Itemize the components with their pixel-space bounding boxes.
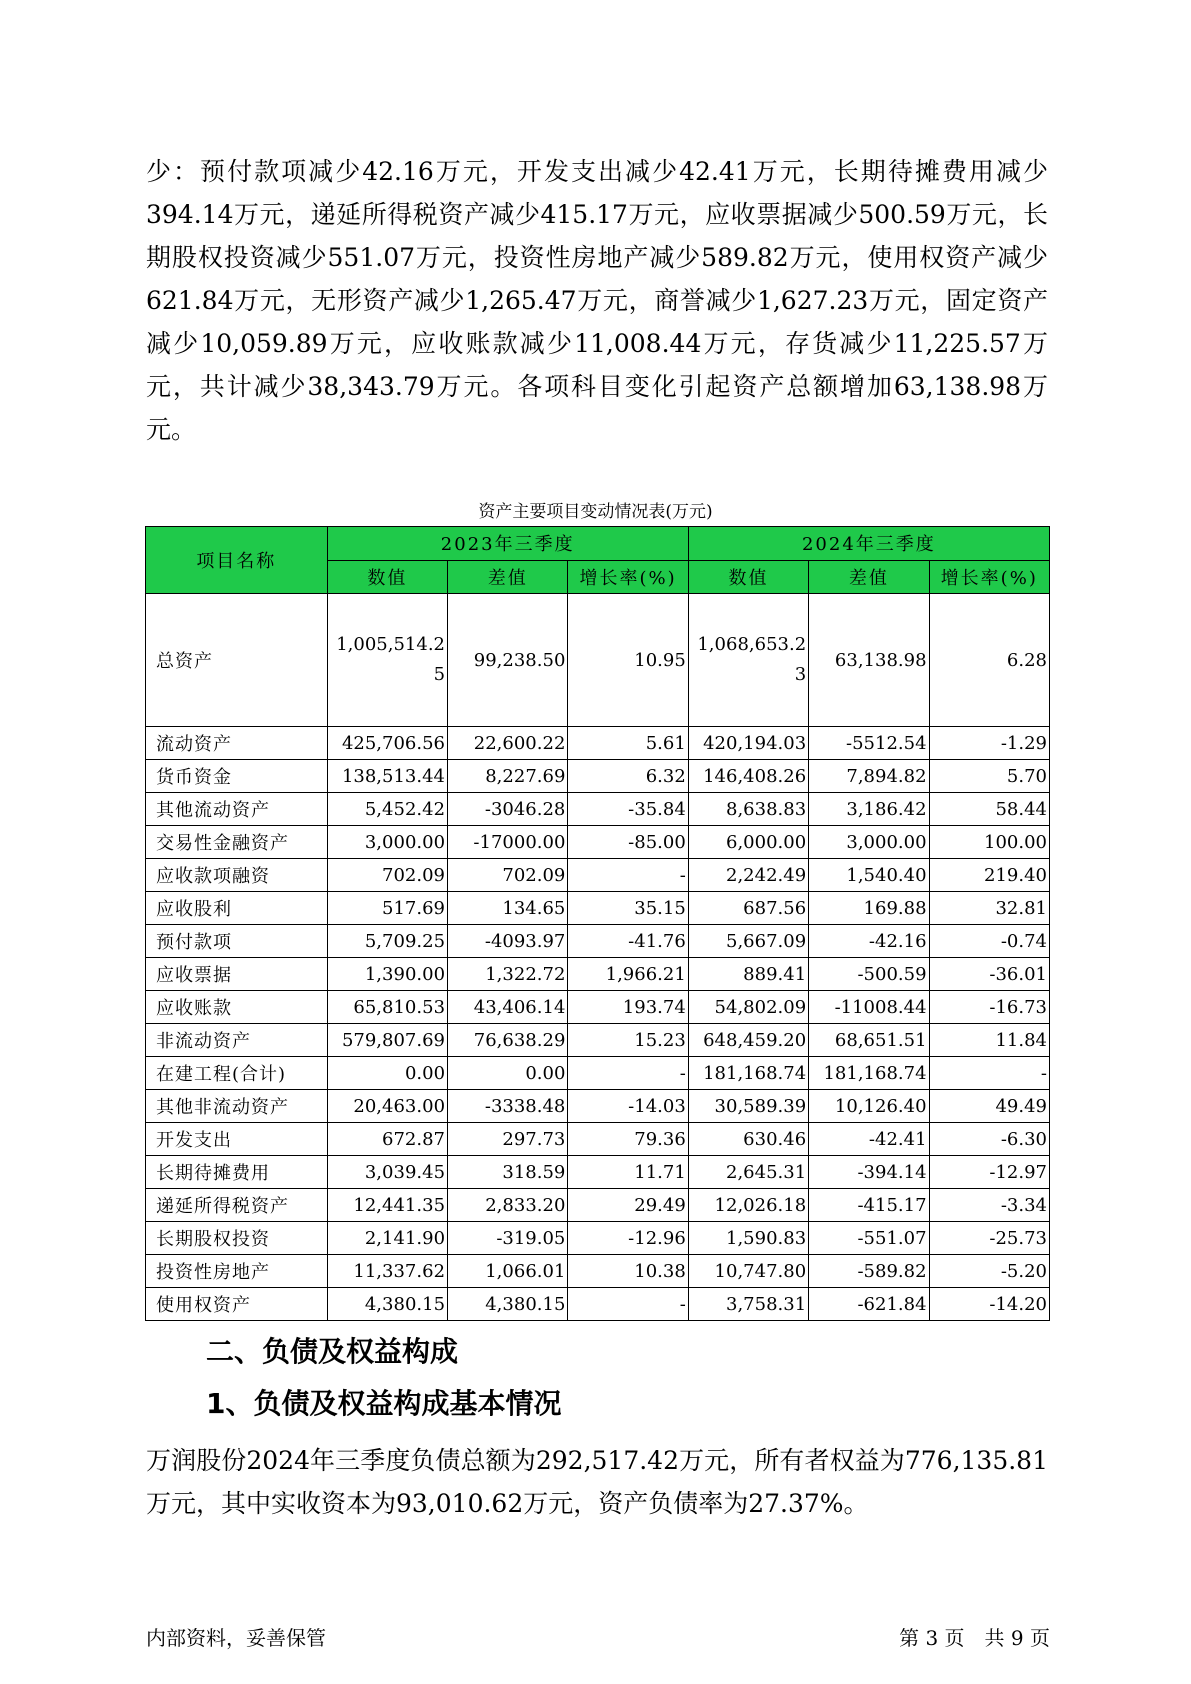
cell-rate-2024: 58.44 [929, 793, 1049, 826]
cell-value-2023: 1,390.00 [327, 958, 447, 991]
table-row [146, 1024, 1050, 1057]
cell-diff-2023: -319.05 [448, 1222, 568, 1255]
cell-rate-2024: -36.01 [929, 958, 1049, 991]
cell-rate-2024: 5.70 [929, 760, 1049, 793]
cell-diff-2023: 99,238.50 [448, 594, 568, 727]
table-row [146, 1123, 1050, 1156]
table-row [146, 727, 1050, 760]
cell-rate-2023: 5.61 [568, 727, 688, 760]
cell-diff-2024: -415.17 [809, 1189, 929, 1222]
footer-note: 内部资料，妥善保管 [146, 1626, 326, 1650]
cell-diff-2024: 3,000.00 [809, 826, 929, 859]
cell-value-2024: 687.56 [688, 892, 808, 925]
cell-value-2023: 5,709.25 [327, 925, 447, 958]
header-rate-2024: 增长率(%) [929, 560, 1049, 594]
header-item-name: 项目名称 [146, 527, 328, 594]
cell-value-2024: 1,068,653.23 [688, 594, 808, 727]
table-row [146, 991, 1050, 1024]
cell-value-2023: 672.87 [327, 1123, 447, 1156]
table-row [146, 1057, 1050, 1090]
cell-diff-2023: -17000.00 [448, 826, 568, 859]
cell-value-2024: 2,242.49 [688, 859, 808, 892]
cell-diff-2024: -42.16 [809, 925, 929, 958]
cell-value-2023: 5,452.42 [327, 793, 447, 826]
cell-diff-2023: 22,600.22 [448, 727, 568, 760]
cell-item-name: 应收账款 [146, 991, 328, 1024]
cell-value-2023: 65,810.53 [327, 991, 447, 1024]
cell-value-2023: 2,141.90 [327, 1222, 447, 1255]
cell-diff-2023: 134.65 [448, 892, 568, 925]
table-row [146, 1255, 1050, 1288]
cell-item-name: 应收票据 [146, 958, 328, 991]
cell-diff-2023: 318.59 [448, 1156, 568, 1189]
cell-value-2024: 420,194.03 [688, 727, 808, 760]
cell-item-name: 非流动资产 [146, 1024, 328, 1057]
page-number: 第 3 页 共 9 页 [899, 1626, 1050, 1650]
cell-rate-2023: 35.15 [568, 892, 688, 925]
cell-item-name: 长期待摊费用 [146, 1156, 328, 1189]
cell-item-name: 预付款项 [146, 925, 328, 958]
cell-value-2024: 6,000.00 [688, 826, 808, 859]
header-diff-2024: 差值 [809, 560, 929, 594]
cell-diff-2024: -621.84 [809, 1288, 929, 1321]
cell-value-2023: 4,380.15 [327, 1288, 447, 1321]
cell-diff-2023: 1,322.72 [448, 958, 568, 991]
header-period-2023: 2023年三季度 [327, 527, 688, 561]
section-heading: 二、负债及权益构成 [206, 1335, 459, 1368]
cell-diff-2023: 297.73 [448, 1123, 568, 1156]
table-caption: 资产主要项目变动情况表(万元) [478, 502, 713, 522]
cell-diff-2024: 181,168.74 [809, 1057, 929, 1090]
cell-rate-2024: -25.73 [929, 1222, 1049, 1255]
cell-rate-2024: 11.84 [929, 1024, 1049, 1057]
cell-diff-2023: -3338.48 [448, 1090, 568, 1123]
table-row [146, 958, 1050, 991]
cell-rate-2024: -1.29 [929, 727, 1049, 760]
cell-value-2023: 425,706.56 [327, 727, 447, 760]
cell-value-2024: 889.41 [688, 958, 808, 991]
liability-paragraph: 万润股份2024年三季度负债总额为292,517.42万元，所有者权益为776,135.81万元，其中实收资本为93,010.62万元，资产负债率为27.37%。 [146, 1446, 1048, 1518]
cell-diff-2024: 3,186.42 [809, 793, 929, 826]
table-row [146, 826, 1050, 859]
cell-value-2023: 1,005,514.25 [327, 594, 447, 727]
table-row [146, 925, 1050, 958]
cell-diff-2024: 7,894.82 [809, 760, 929, 793]
cell-rate-2023: - [568, 859, 688, 892]
cell-value-2023: 517.69 [327, 892, 447, 925]
cell-value-2024: 2,645.31 [688, 1156, 808, 1189]
cell-rate-2023: -41.76 [568, 925, 688, 958]
cell-rate-2023: -35.84 [568, 793, 688, 826]
cell-rate-2024: 100.00 [929, 826, 1049, 859]
cell-item-name: 递延所得税资产 [146, 1189, 328, 1222]
cell-diff-2024: -5512.54 [809, 727, 929, 760]
cell-rate-2023: 79.36 [568, 1123, 688, 1156]
cell-item-name: 使用权资产 [146, 1288, 328, 1321]
cell-rate-2024: 32.81 [929, 892, 1049, 925]
cell-rate-2023: -12.96 [568, 1222, 688, 1255]
table-row [146, 859, 1050, 892]
cell-item-name: 流动资产 [146, 727, 328, 760]
cell-rate-2023: 10.38 [568, 1255, 688, 1288]
cell-rate-2023: 6.32 [568, 760, 688, 793]
cell-value-2024: 3,758.31 [688, 1288, 808, 1321]
cell-value-2024: 30,589.39 [688, 1090, 808, 1123]
cell-item-name: 其他流动资产 [146, 793, 328, 826]
cell-rate-2023: - [568, 1057, 688, 1090]
table-row [146, 1222, 1050, 1255]
cell-rate-2024: -3.34 [929, 1189, 1049, 1222]
cell-diff-2024: -589.82 [809, 1255, 929, 1288]
cell-rate-2024: -5.20 [929, 1255, 1049, 1288]
cell-diff-2024: 63,138.98 [809, 594, 929, 727]
cell-item-name: 其他非流动资产 [146, 1090, 328, 1123]
header-value-2023: 数值 [327, 560, 447, 594]
cell-item-name: 在建工程(合计) [146, 1057, 328, 1090]
cell-diff-2024: 68,651.51 [809, 1024, 929, 1057]
cell-value-2023: 20,463.00 [327, 1090, 447, 1123]
table-row [146, 892, 1050, 925]
cell-rate-2024: -6.30 [929, 1123, 1049, 1156]
header-diff-2023: 差值 [448, 560, 568, 594]
cell-rate-2023: - [568, 1288, 688, 1321]
cell-diff-2023: -3046.28 [448, 793, 568, 826]
cell-value-2023: 3,039.45 [327, 1156, 447, 1189]
cell-value-2024: 12,026.18 [688, 1189, 808, 1222]
cell-rate-2024: - [929, 1057, 1049, 1090]
cell-rate-2023: 29.49 [568, 1189, 688, 1222]
cell-value-2024: 630.46 [688, 1123, 808, 1156]
cell-diff-2024: -394.14 [809, 1156, 929, 1189]
cell-value-2024: 648,459.20 [688, 1024, 808, 1057]
cell-rate-2024: 49.49 [929, 1090, 1049, 1123]
subsection-heading: 1、负债及权益构成基本情况 [206, 1387, 562, 1420]
cell-diff-2024: 1,540.40 [809, 859, 929, 892]
cell-rate-2024: -0.74 [929, 925, 1049, 958]
cell-value-2024: 146,408.26 [688, 760, 808, 793]
cell-rate-2023: 193.74 [568, 991, 688, 1024]
cell-item-name: 货币资金 [146, 760, 328, 793]
cell-diff-2023: 4,380.15 [448, 1288, 568, 1321]
cell-diff-2024: -551.07 [809, 1222, 929, 1255]
cell-item-name: 交易性金融资产 [146, 826, 328, 859]
cell-rate-2024: 6.28 [929, 594, 1049, 727]
header-value-2024: 数值 [688, 560, 808, 594]
cell-diff-2024: -11008.44 [809, 991, 929, 1024]
cell-diff-2024: 10,126.40 [809, 1090, 929, 1123]
cell-diff-2023: -4093.97 [448, 925, 568, 958]
cell-value-2023: 138,513.44 [327, 760, 447, 793]
table-body [146, 594, 1050, 1321]
cell-value-2023: 702.09 [327, 859, 447, 892]
cell-diff-2023: 76,638.29 [448, 1024, 568, 1057]
cell-item-name: 应收股利 [146, 892, 328, 925]
cell-value-2024: 1,590.83 [688, 1222, 808, 1255]
cell-item-name: 总资产 [146, 594, 328, 727]
cell-diff-2024: 169.88 [809, 892, 929, 925]
cell-diff-2024: -42.41 [809, 1123, 929, 1156]
cell-diff-2024: -500.59 [809, 958, 929, 991]
cell-rate-2024: 219.40 [929, 859, 1049, 892]
cell-item-name: 开发支出 [146, 1123, 328, 1156]
cell-diff-2023: 702.09 [448, 859, 568, 892]
header-rate-2023: 增长率(%) [568, 560, 688, 594]
cell-rate-2023: 15.23 [568, 1024, 688, 1057]
cell-rate-2024: -12.97 [929, 1156, 1049, 1189]
cell-value-2024: 54,802.09 [688, 991, 808, 1024]
cell-rate-2023: 1,966.21 [568, 958, 688, 991]
cell-rate-2023: -85.00 [568, 826, 688, 859]
cell-value-2023: 11,337.62 [327, 1255, 447, 1288]
cell-diff-2023: 8,227.69 [448, 760, 568, 793]
cell-value-2023: 0.00 [327, 1057, 447, 1090]
cell-item-name: 应收款项融资 [146, 859, 328, 892]
body-paragraph: 少：预付款项减少42.16万元，开发支出减少42.41万元，长期待摊费用减少394.14万元，递延所得税资产减少415.17万元，应收票据减少500.59万元，长期股权投资减少551.07万元，投资性房地产减少589.82万元，使用权资产减少621.84万元，无形资产减少1,265.47万元，商誉减少1,627.23万元，固定资产减少10,059.89万元，应收账款减少11,008.44万元，存货减少11,225.57万元，共计减少38,343.79万元。各项科目变化引起资产总额增加63,138.98万元。 [146, 157, 1048, 444]
cell-value-2024: 181,168.74 [688, 1057, 808, 1090]
cell-diff-2023: 2,833.20 [448, 1189, 568, 1222]
cell-rate-2023: 11.71 [568, 1156, 688, 1189]
cell-value-2023: 12,441.35 [327, 1189, 447, 1222]
cell-rate-2023: 10.95 [568, 594, 688, 727]
cell-diff-2023: 43,406.14 [448, 991, 568, 1024]
cell-rate-2024: -14.20 [929, 1288, 1049, 1321]
cell-diff-2023: 0.00 [448, 1057, 568, 1090]
cell-item-name: 长期股权投资 [146, 1222, 328, 1255]
table-row [146, 1288, 1050, 1321]
table-row [146, 793, 1050, 826]
table-row [146, 760, 1050, 793]
cell-rate-2023: -14.03 [568, 1090, 688, 1123]
cell-value-2023: 579,807.69 [327, 1024, 447, 1057]
cell-rate-2024: -16.73 [929, 991, 1049, 1024]
cell-item-name: 投资性房地产 [146, 1255, 328, 1288]
table-row [146, 594, 1050, 727]
table-row [146, 1189, 1050, 1222]
cell-value-2024: 10,747.80 [688, 1255, 808, 1288]
cell-value-2023: 3,000.00 [327, 826, 447, 859]
cell-value-2024: 5,667.09 [688, 925, 808, 958]
cell-diff-2023: 1,066.01 [448, 1255, 568, 1288]
cell-value-2024: 8,638.83 [688, 793, 808, 826]
asset-change-table [145, 526, 1050, 1321]
table-row [146, 1156, 1050, 1189]
header-period-2024: 2024年三季度 [688, 527, 1049, 561]
table-row [146, 1090, 1050, 1123]
